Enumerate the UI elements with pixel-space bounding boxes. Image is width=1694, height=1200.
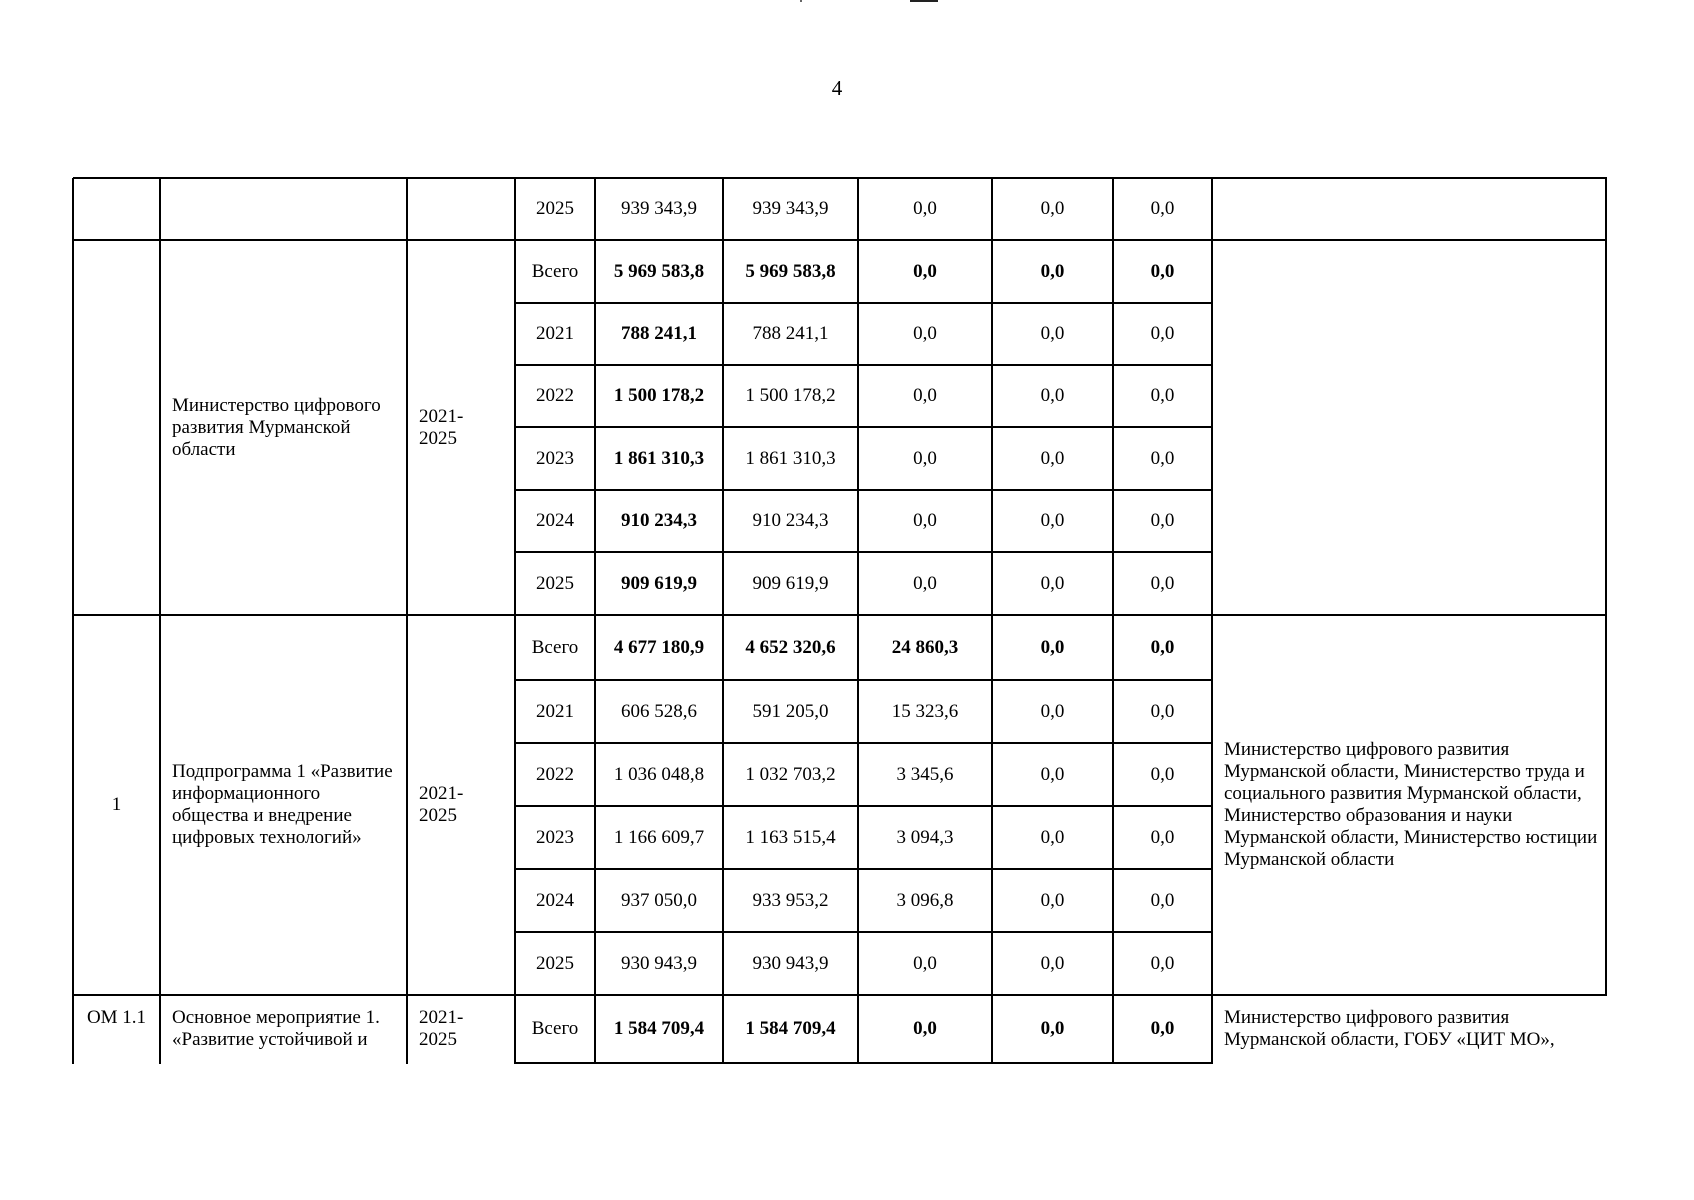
row-total: 1 584 709,4 xyxy=(613,1018,705,1039)
row-local-budget: 0,0 xyxy=(1040,323,1065,344)
row-total: 4 677 180,9 xyxy=(613,636,705,658)
section-executors xyxy=(1212,178,1606,240)
table-left-border xyxy=(72,178,74,1064)
row-other-sources: 0,0 xyxy=(1150,700,1175,722)
row-divider xyxy=(515,489,1213,491)
row-divider xyxy=(515,805,1213,807)
row-local-budget: 0,0 xyxy=(1040,510,1065,531)
scan-artifact xyxy=(910,0,938,2)
row-regional-budget: 5 969 583,8 xyxy=(745,260,836,282)
row-total: 930 943,9 xyxy=(621,952,697,974)
row-divider xyxy=(515,742,1213,744)
row-federal-budget: 0,0 xyxy=(913,572,937,594)
row-federal-budget: 15 323,6 xyxy=(891,700,959,722)
row-other-sources: 0,0 xyxy=(1150,763,1175,785)
row-total: 910 234,3 xyxy=(621,510,697,531)
row-local-budget: 0,0 xyxy=(1040,952,1065,974)
row-year: 2022 xyxy=(536,385,574,406)
row-divider xyxy=(515,679,1213,681)
row-other-sources: 0,0 xyxy=(1150,385,1175,406)
row-regional-budget: 1 861 310,3 xyxy=(745,447,836,469)
row-other-sources: 0,0 xyxy=(1150,636,1175,658)
row-other-sources: 0,0 xyxy=(1150,889,1175,911)
row-local-budget: 0,0 xyxy=(1040,447,1065,469)
row-regional-budget: 1 163 515,4 xyxy=(745,826,836,848)
page-number: 4 xyxy=(831,76,843,100)
row-federal-budget: 24 860,3 xyxy=(891,636,959,658)
row-federal-budget: 0,0 xyxy=(913,952,937,974)
table-vline xyxy=(1211,178,1213,1064)
row-federal-budget: 3 345,6 xyxy=(896,763,954,785)
section-period: 2021-2025 xyxy=(419,783,464,826)
section-name: Министерство цифрового развития Мурманской области xyxy=(172,394,381,460)
row-total: 606 528,6 xyxy=(621,700,697,722)
table-vline xyxy=(722,178,724,1064)
row-regional-budget: 939 343,9 xyxy=(752,198,829,219)
row-total: 5 969 583,8 xyxy=(613,260,705,282)
section-code xyxy=(73,240,160,615)
row-federal-budget: 0,0 xyxy=(913,510,937,531)
row-divider xyxy=(515,364,1213,366)
row-federal-budget: 0,0 xyxy=(913,260,937,282)
section-top-border xyxy=(73,614,1607,616)
row-local-budget: 0,0 xyxy=(1040,700,1065,722)
row-total: 1 036 048,8 xyxy=(613,763,705,785)
row-federal-budget: 0,0 xyxy=(913,1018,937,1039)
table-right-border xyxy=(1605,178,1607,996)
row-regional-budget: 1 584 709,4 xyxy=(745,1018,836,1039)
row-year: 2024 xyxy=(536,510,574,531)
section-period: 2021-2025 xyxy=(419,405,464,449)
table-bottom-border xyxy=(515,1062,1213,1064)
row-federal-budget: 3 096,8 xyxy=(896,889,954,911)
row-regional-budget: 788 241,1 xyxy=(752,323,829,344)
row-federal-budget: 0,0 xyxy=(913,198,937,219)
row-regional-budget: 909 619,9 xyxy=(752,572,829,594)
section-code xyxy=(73,178,160,240)
row-year: Всего xyxy=(531,260,579,282)
table-vline xyxy=(406,178,408,1064)
row-regional-budget: 930 943,9 xyxy=(752,952,829,974)
executors-top-border xyxy=(1212,177,1607,179)
row-regional-budget: 1 500 178,2 xyxy=(745,385,836,406)
row-other-sources: 0,0 xyxy=(1150,323,1175,344)
row-regional-budget: 4 652 320,6 xyxy=(745,636,836,658)
section-top-border xyxy=(73,239,1607,241)
section-top-border xyxy=(73,994,1607,996)
row-regional-budget: 910 234,3 xyxy=(752,510,829,531)
row-total: 909 619,9 xyxy=(621,572,697,594)
row-divider xyxy=(515,302,1213,304)
row-federal-budget: 0,0 xyxy=(913,447,937,469)
section-period xyxy=(407,178,477,240)
row-year: 2024 xyxy=(536,889,574,911)
row-local-budget: 0,0 xyxy=(1040,572,1065,594)
row-total: 1 861 310,3 xyxy=(613,447,705,469)
row-local-budget: 0,0 xyxy=(1040,636,1065,658)
row-other-sources: 0,0 xyxy=(1150,952,1175,974)
row-other-sources: 0,0 xyxy=(1150,572,1175,594)
table-vline xyxy=(857,178,859,1064)
row-year: 2021 xyxy=(536,323,574,344)
section-period: 2021-2025 xyxy=(419,1007,464,1050)
row-total: 1 500 178,2 xyxy=(613,385,705,406)
row-year: Всего xyxy=(531,1018,579,1039)
row-year: 2022 xyxy=(536,763,574,785)
row-year: 2025 xyxy=(536,572,574,594)
row-total: 788 241,1 xyxy=(621,323,697,344)
row-regional-budget: 591 205,0 xyxy=(752,700,829,722)
section-executors: Министерство цифрового развития Мурманской области, Министерство труда и социального развития Мурманской области, Министерство образования и науки Мурманской области, Министерство юстиции Мурманской области xyxy=(1224,739,1598,870)
row-divider xyxy=(515,868,1213,870)
row-other-sources: 0,0 xyxy=(1150,510,1175,531)
row-federal-budget: 0,0 xyxy=(913,323,937,344)
row-local-budget: 0,0 xyxy=(1040,826,1065,848)
row-total: 939 343,9 xyxy=(621,198,697,219)
row-year: 2021 xyxy=(536,700,574,722)
table-vline xyxy=(594,178,596,1064)
section-code: ОМ 1.1 xyxy=(86,1007,147,1028)
row-year: 2023 xyxy=(536,447,574,469)
row-local-budget: 0,0 xyxy=(1040,260,1065,282)
row-other-sources: 0,0 xyxy=(1150,260,1175,282)
section-name xyxy=(160,178,407,240)
row-federal-budget: 3 094,3 xyxy=(896,826,954,848)
table-vline xyxy=(514,178,516,1064)
row-regional-budget: 933 953,2 xyxy=(752,889,829,911)
row-other-sources: 0,0 xyxy=(1150,198,1175,219)
row-divider xyxy=(515,426,1213,428)
row-local-budget: 0,0 xyxy=(1040,1018,1065,1039)
table-vline xyxy=(1112,178,1114,1064)
row-other-sources: 0,0 xyxy=(1150,447,1175,469)
section-name: Подпрограмма 1 «Развитие информационного общества и внедрение цифровых технологий» xyxy=(172,761,393,848)
row-divider xyxy=(515,931,1213,933)
row-divider xyxy=(515,551,1213,553)
row-total: 937 050,0 xyxy=(621,889,697,911)
section-name: Основное мероприятие 1. «Развитие устойчивой и xyxy=(172,1007,380,1050)
section-code: 1 xyxy=(111,794,122,815)
row-year: 2025 xyxy=(536,198,574,219)
row-local-budget: 0,0 xyxy=(1040,385,1065,406)
section-executors xyxy=(1212,240,1606,615)
table-vline xyxy=(159,178,161,1064)
row-local-budget: 0,0 xyxy=(1040,889,1065,911)
row-year: Всего xyxy=(531,636,579,658)
scan-artifact-dot xyxy=(800,0,802,2)
section-executors: Министерство цифрового развития Мурманской области, ГОБУ «ЦИТ МО», xyxy=(1224,1007,1555,1050)
row-local-budget: 0,0 xyxy=(1040,198,1065,219)
row-other-sources: 0,0 xyxy=(1150,826,1175,848)
row-year: 2023 xyxy=(536,826,574,848)
row-local-budget: 0,0 xyxy=(1040,763,1065,785)
row-year: 2025 xyxy=(536,952,574,974)
row-total: 1 166 609,7 xyxy=(613,826,705,848)
row-other-sources: 0,0 xyxy=(1150,1018,1175,1039)
row-regional-budget: 1 032 703,2 xyxy=(745,763,836,785)
table-vline xyxy=(991,178,993,1064)
row-federal-budget: 0,0 xyxy=(913,385,937,406)
